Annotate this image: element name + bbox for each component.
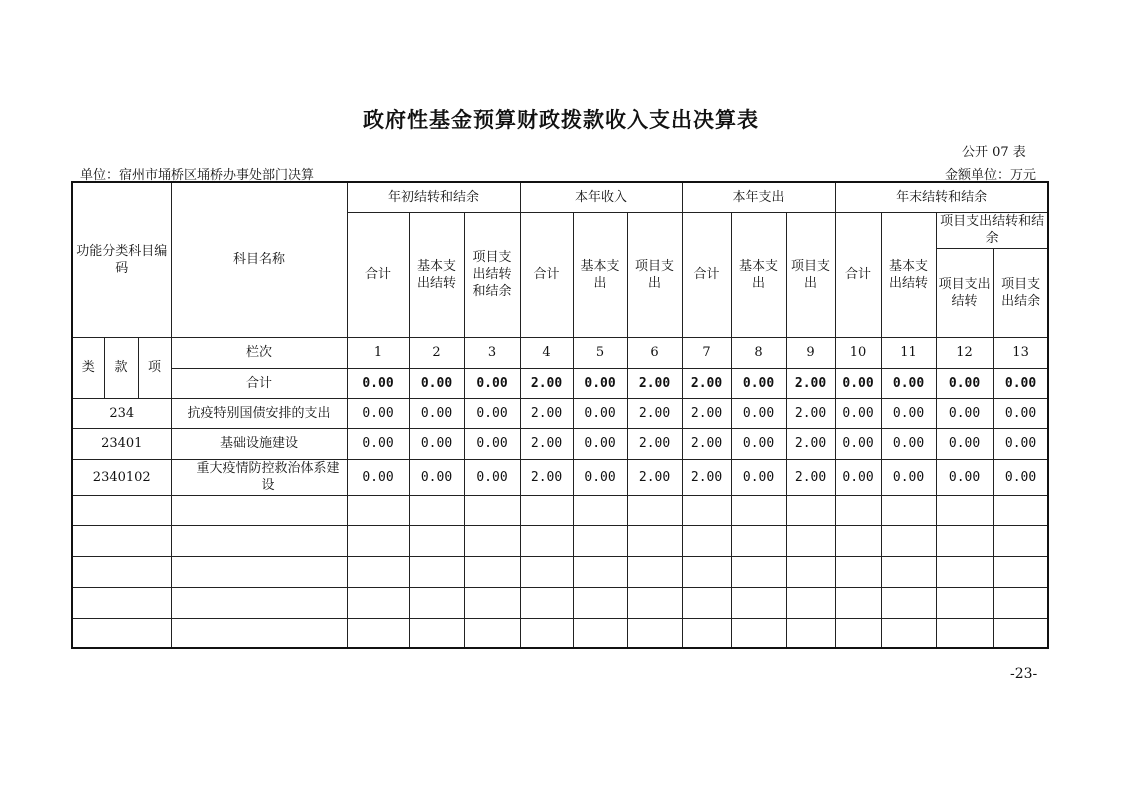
header-sub-project-carry: 项目支出结转和结余 [936,212,1048,248]
empty-row [72,495,1048,525]
row-value: 0.00 [881,398,936,428]
row-value: 2.00 [682,459,731,495]
column-index: 2 [409,337,464,368]
total-label: 合计 [171,368,347,398]
empty-row [72,587,1048,618]
header-group-end: 年末结转和结余 [835,182,1048,212]
row-value: 0.00 [881,428,936,459]
header-total-3: 合计 [682,212,731,337]
row-code: 234 [72,398,171,428]
total-value: 2.00 [627,368,682,398]
row-value: 2.00 [627,459,682,495]
row-value: 0.00 [731,428,786,459]
empty-row [72,618,1048,648]
row-value: 0.00 [835,459,881,495]
header-basic-exp-2: 基本支出 [573,212,627,337]
header-project-carry: 项目支出结转 [936,248,993,337]
row-value: 0.00 [464,459,520,495]
empty-row [72,525,1048,556]
total-value: 0.00 [409,368,464,398]
row-value: 2.00 [520,398,573,428]
header-group-expense: 本年支出 [682,182,835,212]
header-basic-exp-3: 基本支出 [731,212,786,337]
row-value: 0.00 [573,398,627,428]
row-name: 重大疫情防控救治体系建设 [171,459,347,495]
page-title: 政府性基金预算财政拨款收入支出决算表 [363,108,759,132]
row-value: 0.00 [409,398,464,428]
row-value: 0.00 [835,428,881,459]
row-value: 0.00 [409,428,464,459]
row-value: 2.00 [786,398,835,428]
header-project-carry-surplus-1: 项目支出结转和结余 [464,212,520,337]
row-value: 0.00 [464,398,520,428]
total-value: 2.00 [682,368,731,398]
column-index: 11 [881,337,936,368]
row-value: 0.00 [347,428,409,459]
total-value: 0.00 [464,368,520,398]
row-value: 2.00 [682,428,731,459]
budget-table [71,181,1049,649]
row-value: 0.00 [573,428,627,459]
row-name: 抗疫特别国债安排的支出 [171,398,347,428]
form-number: 公开 07 表 [962,145,1026,160]
header-name: 科目名称 [171,182,347,337]
header-group-income: 本年收入 [520,182,682,212]
header-group-begin: 年初结转和结余 [347,182,520,212]
header-lei: 类 [72,337,104,398]
column-index: 10 [835,337,881,368]
row-value: 2.00 [627,398,682,428]
row-value: 0.00 [936,459,993,495]
header-code: 功能分类科目编码 [72,182,171,337]
column-index: 5 [573,337,627,368]
total-value: 0.00 [936,368,993,398]
total-value: 0.00 [993,368,1048,398]
column-index: 7 [682,337,731,368]
row-value: 2.00 [786,459,835,495]
table-row [72,428,1048,459]
total-value: 0.00 [347,368,409,398]
column-index: 3 [464,337,520,368]
organization-unit: 单位：宿州市埇桥区埇桥办事处部门决算 [80,168,315,183]
row-value: 0.00 [409,459,464,495]
row-value: 0.00 [347,398,409,428]
column-index: 1 [347,337,409,368]
lanci-label: 栏次 [171,337,347,368]
row-value: 0.00 [731,398,786,428]
column-index: 4 [520,337,573,368]
row-code: 2340102 [72,459,171,495]
column-index: 8 [731,337,786,368]
total-value: 2.00 [520,368,573,398]
total-value: 0.00 [881,368,936,398]
row-value: 0.00 [993,398,1048,428]
page-number: -23- [1010,666,1038,682]
row-value: 0.00 [936,398,993,428]
header-total-4: 合计 [835,212,881,337]
total-value: 0.00 [731,368,786,398]
row-value: 0.00 [993,428,1048,459]
empty-row [72,556,1048,587]
column-index: 9 [786,337,835,368]
header-project-exp-3: 项目支出 [786,212,835,337]
header-total-1: 合计 [347,212,409,337]
total-value: 2.00 [786,368,835,398]
row-value: 0.00 [993,459,1048,495]
row-value: 0.00 [347,459,409,495]
row-value: 0.00 [881,459,936,495]
column-index: 13 [993,337,1048,368]
total-value: 0.00 [835,368,881,398]
header-project-exp-2: 项目支出 [627,212,682,337]
table-row [72,398,1048,428]
row-value: 0.00 [936,428,993,459]
header-total-2: 合计 [520,212,573,337]
row-value: 2.00 [520,459,573,495]
row-value: 0.00 [464,428,520,459]
row-code: 23401 [72,428,171,459]
row-value: 2.00 [682,398,731,428]
table-row [72,459,1048,495]
row-value: 0.00 [731,459,786,495]
column-index: 12 [936,337,993,368]
row-value: 2.00 [786,428,835,459]
row-value: 2.00 [520,428,573,459]
row-value: 0.00 [835,398,881,428]
column-index: 6 [627,337,682,368]
row-name: 基础设施建设 [171,428,347,459]
header-basic-carry-4: 基本支出结转 [881,212,936,337]
header-project-surplus: 项目支出结余 [993,248,1048,337]
row-value: 0.00 [573,459,627,495]
row-value: 2.00 [627,428,682,459]
header-xiang: 项 [138,337,171,398]
header-kuan: 款 [104,337,138,398]
total-value: 0.00 [573,368,627,398]
currency-unit: 金额单位：万元 [945,168,1037,183]
header-basic-carry-1: 基本支出结转 [409,212,464,337]
